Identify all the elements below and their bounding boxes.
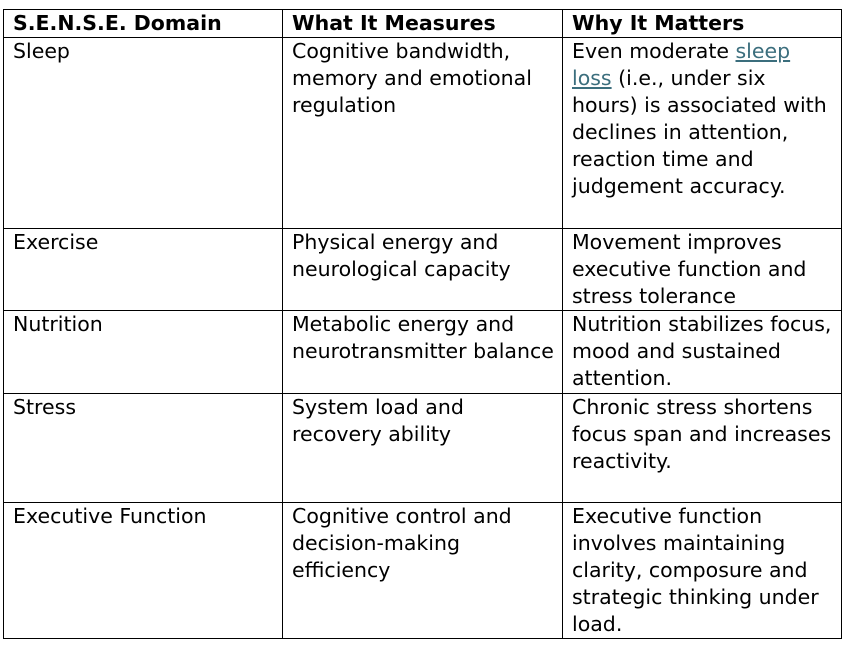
domain-cell: Sleep xyxy=(4,38,283,229)
domain-cell: Executive Function xyxy=(4,503,283,639)
matters-cell: Executive function involves maintaining clarity, composure and strategic thinking under load. xyxy=(563,503,842,639)
domain-cell: Exercise xyxy=(4,229,283,311)
matters-cell xyxy=(563,38,842,229)
table-row xyxy=(4,503,842,639)
matters-cell: Chronic stress shortens focus span and increases reactivity. xyxy=(563,394,842,503)
measures-cell: Cognitive control and decision-making efficiency xyxy=(283,503,563,639)
matters-text-after-link: (i.e., under six hours) is associated with declines in attention, reaction time and judgement accuracy. xyxy=(572,66,827,198)
header-why-it-matters: Why It Matters xyxy=(563,10,842,38)
measures-cell: Metabolic energy and neurotransmitter balance xyxy=(283,311,563,394)
matters-cell: Nutrition stabilizes focus, mood and sustained attention. xyxy=(563,311,842,394)
domain-cell: Nutrition xyxy=(4,311,283,394)
header-domain: S.E.N.S.E. Domain xyxy=(4,10,283,38)
measures-cell: Physical energy and neurological capacity xyxy=(283,229,563,311)
domain-cell: Stress xyxy=(4,394,283,503)
matters-text-before-link: Even moderate xyxy=(572,39,736,63)
table-row xyxy=(4,394,842,503)
matters-cell: Movement improves executive function and stress tolerance xyxy=(563,229,842,311)
measures-cell: Cognitive bandwidth, memory and emotional regulation xyxy=(283,38,563,229)
table-header-row xyxy=(4,10,842,38)
measures-cell: System load and recovery ability xyxy=(283,394,563,503)
table-row xyxy=(4,38,842,229)
header-what-it-measures: What It Measures xyxy=(283,10,563,38)
sense-domain-table xyxy=(3,9,842,639)
sleep-loss-link[interactable]: sleep loss xyxy=(572,39,791,90)
table-row xyxy=(4,311,842,394)
table-row xyxy=(4,229,842,311)
